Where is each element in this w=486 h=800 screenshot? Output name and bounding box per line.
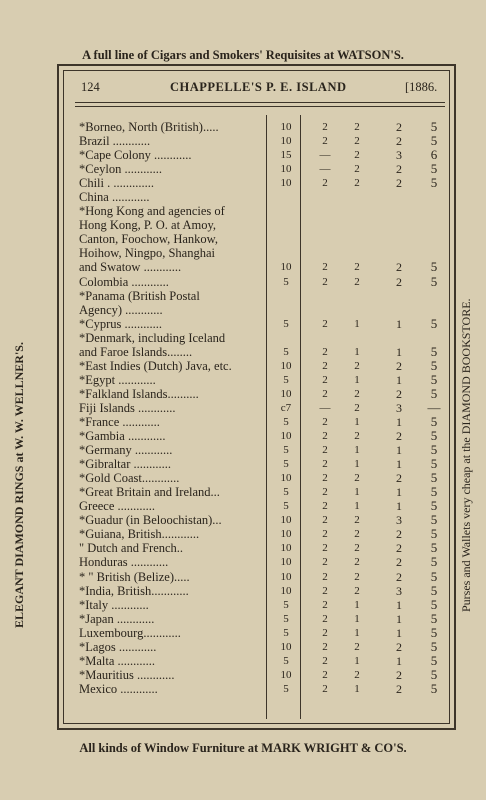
table-row [0,148,486,162]
rate-cell-5: 6 [430,147,438,163]
table-row [0,513,486,527]
rate-cell-1: 10 [280,387,292,400]
country-name: Hoihow, Ningpo, Shanghai [79,246,215,261]
country-name: Honduras ............ [79,555,169,570]
rate-cell-5: 5 [430,596,438,612]
rate-cell-3: 2 [354,359,360,372]
rate-cell-3: 1 [354,458,360,471]
country-name: *Lagos ............ [79,639,157,654]
rate-cell-2: — [319,401,331,414]
rate-cell-1: 5 [283,626,289,639]
rate-cell-5: 5 [430,470,438,486]
table-row [0,246,486,260]
rate-cell-2: 2 [322,415,328,428]
rate-cell-3: 2 [354,275,360,288]
header-rule [75,102,445,103]
rate-cell-1: 5 [283,458,289,471]
rate-cell-3: 1 [354,373,360,386]
country-name: Mexico ............ [79,681,158,696]
rate-cell-1: 10 [280,542,292,555]
rate-cell-2: 2 [322,458,328,471]
rate-cell-5: 5 [430,568,438,584]
rate-cell-2: 2 [322,584,328,597]
table-row [0,682,486,696]
rate-cell-2: 2 [322,668,328,681]
table-row [0,345,486,359]
country-name: Colombia ............ [79,274,169,289]
rate-cell-4: 3 [396,400,402,415]
table-row [0,275,486,289]
rate-cell-2: 2 [322,359,328,372]
table-row [0,457,486,471]
country-name: Canton, Foochow, Hankow, [79,232,218,247]
country-name: Fiji Islands ............ [79,400,176,415]
country-name: and Swatow ............ [79,260,182,275]
rate-cell-5: 5 [430,484,438,500]
year: [1886. [405,80,438,94]
rate-cell-1: 10 [280,163,292,176]
rate-cell-1: 10 [280,640,292,653]
country-name: Hong Kong, P. O. at Amoy, [79,218,217,233]
rate-cell-3: 2 [354,261,360,274]
table-row [0,120,486,134]
table-row [0,387,486,401]
table-row [0,626,486,640]
rate-cell-4: 1 [396,372,402,387]
country-name: *Ceylon ............ [79,162,162,177]
country-name: *Gold Coast............ [79,471,180,486]
rate-cell-2: 2 [322,135,328,148]
rate-cell-5: 5 [430,610,438,626]
country-name: *Malta ............ [79,653,156,668]
rate-cell-2: 2 [322,682,328,695]
top-advertisement: A full line of Cigars and Smokers' Requisites at WATSON'S. [82,48,404,62]
table-row [0,570,486,584]
rate-cell-1: 5 [283,373,289,386]
country-name: China ............ [79,190,150,205]
rate-cell-4: 2 [396,527,402,542]
country-name: *Germany ............ [79,443,173,458]
rate-cell-2: 2 [322,430,328,443]
rate-cell-5: 5 [430,259,438,275]
rate-cell-1: 10 [280,528,292,541]
rate-cell-2: 2 [322,612,328,625]
country-name: Brazil ............ [79,134,151,149]
table-row [0,303,486,317]
rate-cell-4: 1 [396,485,402,500]
rate-cell-1: 5 [283,415,289,428]
rate-cell-3: 2 [354,668,360,681]
table-row [0,218,486,232]
rate-cell-2: 2 [322,472,328,485]
rate-cell-4: 2 [396,569,402,584]
rate-cell-5: 5 [430,357,438,373]
country-name: *Denmark, including Iceland [79,330,226,345]
rate-cell-1: 10 [280,584,292,597]
rate-cell-4: 2 [396,176,402,191]
country-name: Chili . ............. [79,176,155,191]
rate-cell-3: 2 [354,570,360,583]
rate-cell-2: 2 [322,654,328,667]
rate-cell-2: 2 [322,514,328,527]
rate-cell-4: 1 [396,443,402,458]
rate-cell-5: — [427,399,441,415]
rate-cell-3: 1 [354,626,360,639]
table-row [0,289,486,303]
rate-cell-2: 2 [322,444,328,457]
rate-cell-4: 2 [396,120,402,134]
rate-cell-5: 5 [430,315,438,331]
rate-cell-2: 2 [322,261,328,274]
table-row [0,584,486,598]
rate-cell-2: 2 [322,317,328,330]
table-row [0,443,486,457]
header-rule-secondary [75,106,445,107]
rate-cell-2: 2 [322,373,328,386]
page-header [75,80,445,96]
rate-cell-5: 5 [430,161,438,177]
country-name: Luxembourg............ [79,625,181,640]
rate-cell-3: 2 [354,528,360,541]
country-name: *Italy ............ [79,597,149,612]
rate-cell-1: 5 [283,275,289,288]
rate-cell-5: 5 [430,371,438,387]
rate-cell-5: 5 [430,456,438,472]
rate-cell-4: 2 [396,134,402,149]
rate-cell-3: 2 [354,121,360,133]
rate-cell-4: 2 [396,639,402,654]
rate-cell-4: 2 [396,386,402,401]
rate-cell-2: 2 [322,626,328,639]
rate-cell-3: 2 [354,430,360,443]
rate-cell-2: — [319,163,331,176]
rate-cell-1: c7 [280,401,292,414]
rate-cell-2: 2 [322,387,328,400]
rate-cell-4: 2 [396,681,402,696]
rate-cell-4: 1 [396,414,402,429]
rate-cell-3: 1 [354,598,360,611]
rate-cell-5: 5 [430,413,438,429]
country-name: *Mauritius ............ [79,667,175,682]
table-row [0,485,486,499]
rate-cell-1: 5 [283,598,289,611]
rate-cell-5: 5 [430,385,438,401]
table-row [0,176,486,190]
page-number: 124 [81,80,100,94]
country-name: *Borneo, North (British)..... [79,120,219,134]
rate-cell-4: 3 [396,513,402,528]
rate-cell-4: 1 [396,499,402,514]
table-row [0,359,486,373]
rate-cell-2: 2 [322,345,328,358]
rate-cell-3: 1 [354,612,360,625]
country-name: *Guiana, British............ [79,527,200,542]
country-name: and Faroe Islands........ [79,344,193,359]
right-margin-advertisement: Purses and Wallets very cheap at the DIAMOND BOOKSTORE. [459,298,473,612]
rate-cell-5: 5 [430,526,438,542]
rate-cell-3: 1 [354,682,360,695]
rate-cell-2: — [319,149,331,162]
rate-cell-5: 5 [430,119,438,134]
country-name: *India, British............ [79,583,189,598]
rate-cell-1: 15 [280,149,292,162]
rate-cell-1: 10 [280,668,292,681]
country-name: *Panama (British Postal [79,288,200,303]
rate-cell-1: 5 [283,500,289,513]
rate-cell-2: 2 [322,486,328,499]
rate-cell-1: 10 [280,359,292,372]
country-name: " Dutch and French.. [79,541,184,556]
rate-cell-1: 10 [280,556,292,569]
rate-cell-4: 2 [396,260,402,275]
rate-cell-2: 2 [322,177,328,190]
rate-cell-1: 5 [283,682,289,695]
rate-cell-1: 10 [280,514,292,527]
rate-cell-2: 2 [322,570,328,583]
country-name: *Gibraltar ............ [79,457,171,472]
rate-cell-5: 5 [430,343,438,359]
rate-cell-2: 2 [322,640,328,653]
rate-cell-1: 10 [280,121,292,133]
country-name: *Great Britain and Ireland... [79,485,220,500]
rate-cell-4: 1 [396,344,402,359]
table-row [0,541,486,555]
rate-cell-3: 2 [354,556,360,569]
rate-cell-3: 1 [354,415,360,428]
rate-cell-3: 2 [354,584,360,597]
rate-cell-3: 1 [354,317,360,330]
country-name: *Falkland Islands.......... [79,386,199,401]
rate-cell-4: 1 [396,653,402,668]
rate-cell-5: 5 [430,582,438,598]
country-name: *Gambia ............ [79,429,166,444]
rate-cell-4: 2 [396,274,402,289]
table-row [0,415,486,429]
table-row [0,668,486,682]
rate-cell-1: 10 [280,472,292,485]
rate-cell-3: 2 [354,514,360,527]
rate-cell-3: 1 [354,654,360,667]
table-row [0,654,486,668]
rate-cell-5: 5 [430,498,438,514]
rate-cell-2: 2 [322,556,328,569]
postal-rates-table [0,120,486,696]
rate-cell-4: 1 [396,625,402,640]
rate-cell-3: 2 [354,177,360,190]
table-row [0,598,486,612]
table-row [0,190,486,204]
rate-cell-5: 5 [430,624,438,640]
rate-cell-4: 2 [396,667,402,682]
rate-cell-5: 5 [430,175,438,191]
table-row [0,429,486,443]
country-name: *Cape Colony ............ [79,148,192,163]
rate-cell-2: 2 [322,500,328,513]
rate-cell-2: 2 [322,528,328,541]
country-name: *Cyprus ............ [79,316,162,331]
rate-cell-4: 2 [396,471,402,486]
rate-cell-5: 5 [430,638,438,654]
rate-cell-5: 5 [430,554,438,570]
rate-cell-4: 2 [396,162,402,177]
rate-cell-1: 10 [280,135,292,148]
rate-cell-1: 10 [280,261,292,274]
table-row [0,555,486,569]
rate-cell-2: 2 [322,121,328,133]
country-name: *Hong Kong and agencies of [79,204,225,219]
rate-cell-1: 5 [283,345,289,358]
table-row [0,204,486,218]
rate-cell-3: 1 [354,500,360,513]
rate-cell-4: 1 [396,597,402,612]
rate-cell-4: 1 [396,611,402,626]
rate-cell-5: 5 [430,540,438,556]
running-title: CHAPPELLE'S P. E. ISLAND [170,80,347,94]
table-row [0,373,486,387]
table-row [0,612,486,626]
rate-cell-1: 10 [280,430,292,443]
rate-cell-2: 2 [322,598,328,611]
rate-cell-3: 1 [354,345,360,358]
table-row [0,232,486,246]
rate-cell-4: 3 [396,148,402,163]
rate-cell-1: 10 [280,570,292,583]
table-row [0,640,486,654]
table-row [0,527,486,541]
rate-cell-4: 2 [396,358,402,373]
rate-cell-3: 2 [354,387,360,400]
table-row [0,260,486,274]
rate-cell-3: 2 [354,163,360,176]
rate-cell-3: 2 [354,401,360,414]
rate-cell-3: 2 [354,149,360,162]
table-row [0,401,486,415]
country-name: Agency) ............ [79,302,163,317]
rate-cell-4: 1 [396,316,402,331]
country-name: *Guadur (in Beloochistan)... [79,513,222,528]
left-margin-advertisement: ELEGANT DIAMOND RINGS at W. W. WELLNER'S. [12,342,26,628]
country-name: *East Indies (Dutch) Java, etc. [79,358,232,373]
rate-cell-1: 5 [283,612,289,625]
rate-cell-1: 10 [280,177,292,190]
rate-cell-2: 2 [322,542,328,555]
rate-cell-1: 5 [283,486,289,499]
rate-cell-5: 5 [430,442,438,458]
rate-cell-4: 1 [396,457,402,472]
rate-cell-3: 1 [354,444,360,457]
rate-cell-3: 2 [354,135,360,148]
rate-cell-3: 1 [354,486,360,499]
country-name: * " British (Belize)..... [79,569,190,584]
rate-cell-3: 2 [354,542,360,555]
rate-cell-4: 2 [396,555,402,570]
rate-cell-5: 5 [430,652,438,668]
table-row [0,134,486,148]
rate-cell-2: 2 [322,275,328,288]
country-name: Greece ............ [79,499,156,514]
table-row [0,331,486,345]
rate-cell-1: 5 [283,317,289,330]
table-row [0,471,486,485]
rate-cell-5: 5 [430,273,438,289]
table-row [0,317,486,331]
rate-cell-1: 5 [283,444,289,457]
rate-cell-4: 3 [396,583,402,598]
rate-cell-4: 2 [396,429,402,444]
country-name: *Japan ............ [79,611,155,626]
country-name: *France ............ [79,414,160,429]
table-row [0,162,486,176]
rate-cell-3: 2 [354,640,360,653]
rate-cell-1: 5 [283,654,289,667]
rate-cell-5: 5 [430,680,438,696]
table-row [0,499,486,513]
rate-cell-5: 5 [430,666,438,682]
rate-cell-4: 2 [396,541,402,556]
rate-cell-5: 5 [430,512,438,528]
country-name: *Egypt ............ [79,372,156,387]
rate-cell-3: 2 [354,472,360,485]
rate-cell-5: 5 [430,133,438,149]
rate-cell-5: 5 [430,428,438,444]
bottom-advertisement: All kinds of Window Furniture at MARK WRIGHT & CO'S. [79,741,407,755]
